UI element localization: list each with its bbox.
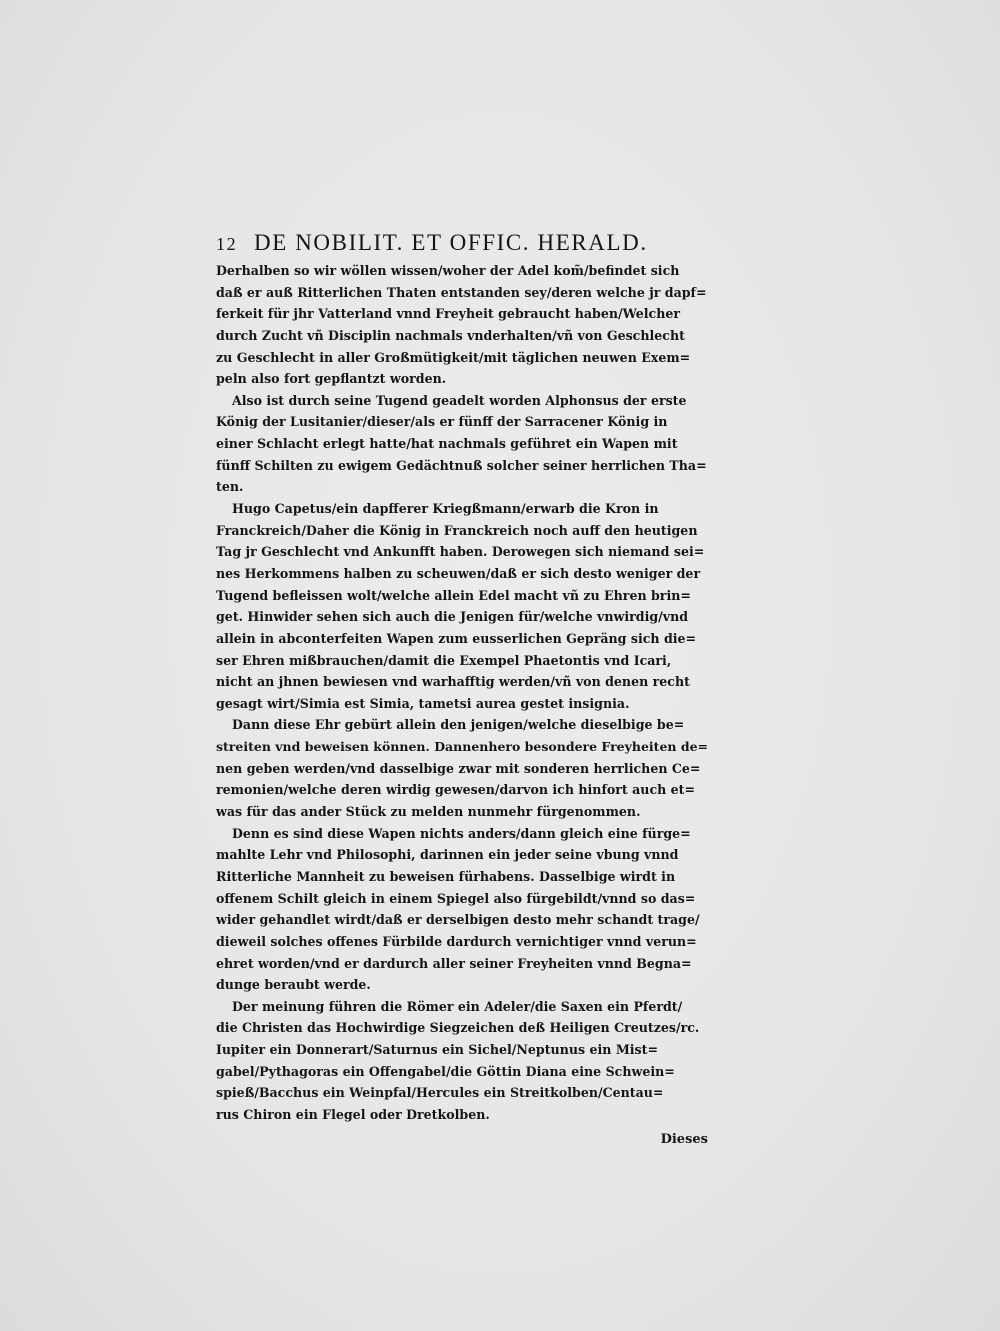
- text-line: ehret worden/vnd er dardurch aller seiner Freyheiten vnnd Begna=: [216, 955, 692, 971]
- text-block: [216, 228, 708, 1156]
- text-line: Denn es sind diese Wapen nichts anders/dann gleich eine fürge=: [232, 825, 691, 841]
- text-line: wider gehandlet wirdt/daß er derselbigen desto mehr schandt trage/: [216, 912, 700, 928]
- text-line: streiten vnd beweisen können. Dannenhero besondere Freyheiten de=: [216, 739, 708, 755]
- text-line: daß er auß Ritterlichen Thaten entstanden sey/deren welche jr dapf=: [216, 284, 707, 300]
- text-line: einer Schlacht erlegt hatte/hat nachmals geführet ein Wapen mit: [216, 436, 678, 452]
- page-number: 12: [216, 234, 238, 254]
- text-line: Dann diese Ehr gebürt allein den jenigen/welche dieselbige be=: [232, 717, 685, 733]
- text-line: ten.: [216, 479, 244, 495]
- text-line: zu Geschlecht in aller Großmütigkeit/mit täglichen neuwen Exem=: [216, 349, 691, 365]
- text-line: was für das ander Stück zu melden nunmehr fürgenommen.: [216, 804, 641, 820]
- text-line: get. Hinwider sehen sich auch die Jenigen für/welche vnwirdig/vnd: [216, 609, 689, 625]
- text-line: ferkeit für jhr Vatterland vnnd Freyheit gebraucht haben/Welcher: [216, 306, 680, 322]
- text-line: nes Herkommens halben zu scheuwen/daß er sich desto weniger der: [216, 565, 701, 581]
- running-head: [216, 228, 708, 258]
- text-line: Hugo Capetus/ein dapfferer Kriegßmann/erwarb die Kron in: [232, 501, 659, 517]
- text-line: fünff Schilten zu ewigem Gedächtnuß solcher seiner herrlichen Tha=: [216, 457, 707, 473]
- text-line: Iupiter ein Donnerart/Saturnus ein Sichel/Neptunus ein Mist=: [216, 1042, 659, 1058]
- text-line: Der meinung führen die Römer ein Adeler/die Saxen ein Pferdt/: [232, 998, 683, 1014]
- text-line: dieweil solches offenes Fürbilde dardurch vernichtiger vnnd verun=: [216, 933, 697, 949]
- text-line: mahlte Lehr vnd Philosophi, darinnen ein jeder seine vbung vnnd: [216, 847, 679, 863]
- text-line: Also ist durch seine Tugend geadelt worden Alphonsus der erste: [232, 392, 687, 408]
- text-line: gabel/Pythagoras ein Offengabel/die Göttin Diana eine Schwein=: [216, 1063, 675, 1079]
- text-line: König der Lusitanier/dieser/als er fünff der Sarracener König in: [216, 414, 668, 430]
- text-line: spieß/Bacchus ein Weinpfal/Hercules ein Streitkolben/Centau=: [216, 1085, 664, 1101]
- text-line: Franckreich/Daher die König in Franckreich noch auff den heutigen: [216, 522, 698, 538]
- running-head-title: DE NOBILIT. ET OFFIC. HERALD.: [254, 230, 648, 255]
- body-text: [216, 260, 708, 1126]
- text-line: die Christen das Hochwirdige Siegzeichen deß Heiligen Creutzes/rc.: [216, 1020, 700, 1036]
- text-line: nen geben werden/vnd dasselbige zwar mit sonderen herrlichen Ce=: [216, 760, 701, 776]
- text-line: nicht an jhnen bewiesen vnd warhafftig werden/vñ von denen recht: [216, 674, 690, 690]
- text-line: dunge beraubt werde.: [216, 977, 371, 993]
- text-line: Ritterliche Mannheit zu beweisen fürhabens. Dasselbige wirdt in: [216, 868, 676, 884]
- text-line: Tag jr Geschlecht vnd Ankunfft haben. Derowegen sich niemand sei=: [216, 544, 705, 560]
- text-line: ser Ehren mißbrauchen/damit die Exempel Phaetontis vnd Icari,: [216, 652, 672, 668]
- text-line: remonien/welche deren wirdig gewesen/darvon ich hinfort auch et=: [216, 782, 696, 798]
- text-line: Derhalben so wir wöllen wissen/woher der Adel kom̃/befindet sich: [216, 263, 680, 278]
- catchword: Dieses: [660, 1131, 708, 1147]
- text-line: Tugend befleissen wolt/welche allein Edel macht vñ zu Ehren brin=: [216, 587, 691, 603]
- text-line: durch Zucht vñ Disciplin nachmals vnderhalten/vñ von Geschlecht: [216, 327, 685, 343]
- text-line: gesagt wirt/Simia est Simia, tametsi aurea gestet insignia.: [216, 695, 630, 711]
- text-line: rus Chiron ein Flegel oder Dretkolben.: [216, 1106, 490, 1122]
- text-line: offenem Schilt gleich in einem Spiegel also fürgebildt/vnnd so das=: [216, 890, 696, 906]
- text-line: allein in abconterfeiten Wapen zum eusserlichen Gepräng sich die=: [216, 630, 697, 646]
- text-line: peln also fort gepflantzt worden.: [216, 371, 447, 387]
